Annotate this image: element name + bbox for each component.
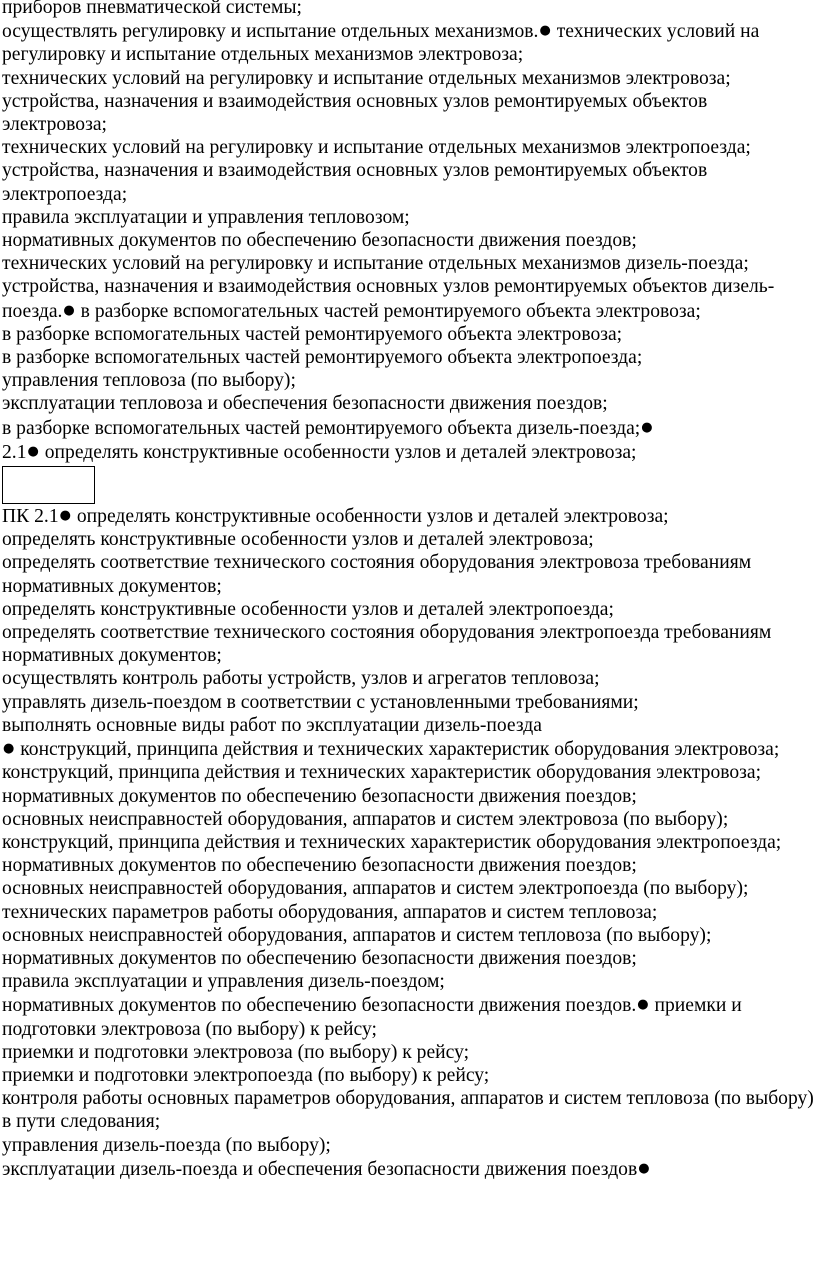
paragraph-text: нормативных документов по обеспечению безопасности движения поездов; [2,785,637,807]
paragraph-text: устройства, назначения и взаимодействия основных узлов ремонтируемых объектов электровоза; [2,90,708,136]
paragraph [2,993,816,1040]
paragraph-text: приемки и подготовки электровоза (по выбору) к рейсу; [2,1041,470,1063]
paragraph [2,761,816,784]
paragraph-text: 2.1 [2,441,27,463]
paragraph-text: контроля работы основных параметров оборудования, аппаратов и систем тепловоза (по выбору) в пути следования; [2,1088,814,1133]
paragraph-text-continued: определять конструктивные особенности узлов и деталей электровоза; [39,441,637,463]
paragraph [2,901,816,924]
paragraph-text: управлять дизель-поездом в соответствии с установленными требованиями; [2,691,639,713]
paragraph-text: определять соответствие технического состояния оборудования электровоза требованиям нормативных документов; [2,552,752,597]
paragraph-text: технических условий на регулировку и испытание отдельных механизмов электровоза; [2,67,731,89]
paragraph [2,252,816,275]
paragraph [2,528,816,551]
bullet-icon: ● [638,1160,650,1176]
paragraph-text-continued: в разборке вспомогательных частей ремонтируемого объекта электровоза; [75,300,701,322]
paragraph [2,229,816,252]
paragraph-text: приемки и подготовки электропоезда (по выбору) к рейсу; [2,1064,490,1086]
paragraph-text: определять соответствие технического состояния оборудования электропоезда требованиям нормативных документов; [2,622,772,667]
paragraph [2,1064,816,1087]
paragraph [2,737,816,761]
paragraph [2,275,816,322]
paragraph-text: определять конструктивные особенности узлов и деталей электровоза; [2,529,594,551]
paragraph [2,1157,816,1181]
paragraph [2,551,816,597]
paragraph-text: эксплуатации тепловоза и обеспечения безопасности движения поездов; [2,393,608,415]
paragraph-text: определять конструктивные особенности узлов и деталей электропоезда; [2,598,614,620]
paragraph [2,831,816,854]
bullet-icon: ● [63,302,75,318]
bullet-icon: ● [637,997,649,1013]
paragraph-text: приборов пневматической системы; [2,0,302,18]
paragraph-text-continued: технических условий на регулировку и испытание отдельных механизмов электровоза; [2,21,760,66]
paragraph [2,1041,816,1064]
paragraph-text: устройства, назначения и взаимодействия основных узлов ремонтируемых объектов дизель-поезда. [2,276,775,322]
paragraph [2,947,816,970]
paragraph-text: устройства, назначения и взаимодействия основных узлов ремонтируемых объектов электропоезда; [2,160,708,205]
paragraph-text: управления тепловоза (по выбору); [2,370,296,392]
paragraph [2,598,816,621]
paragraph-text: осуществлять контроль работы устройств, узлов и агрегатов тепловоза; [2,668,600,690]
paragraph-text: основных неисправностей оборудования, аппаратов и систем тепловоза (по выбору); [2,924,712,946]
paragraph-text: конструкций, принципа действия и технических характеристик оборудования электровоза; [2,762,762,784]
paragraph [2,67,816,90]
paragraph-text: технических условий на регулировку и испытание отдельных механизмов электропоезда; [2,137,751,159]
paragraph [2,1134,816,1157]
paragraph-text: в разборке вспомогательных частей ремонтируемого объекта электропоезда; [2,347,643,369]
bullet-icon: ● [3,741,15,757]
paragraph-text: основных неисправностей оборудования, аппаратов и систем электровоза (по выбору); [2,808,729,830]
paragraph [2,0,816,19]
paragraph [2,416,816,440]
bullet-icon: ● [59,508,71,524]
paragraph [2,136,816,159]
paragraph [2,924,816,947]
paragraph [2,785,816,808]
paragraph [2,877,816,900]
paragraph-text: нормативных документов по обеспечению безопасности движения поездов. [2,995,637,1017]
empty-box [2,466,95,504]
paragraph-text-continued: приемки и подготовки электровоза (по выбору) к рейсу; [2,995,742,1040]
paragraph-text: технических условий на регулировку и испытание отдельных механизмов дизель-поезда; [2,253,749,275]
paragraph-text: ПК 2.1 [2,506,59,528]
paragraph [2,667,816,690]
paragraph-text: нормативных документов по обеспечению безопасности движения поездов; [2,855,637,877]
paragraph-text: выполнять основные виды работ по эксплуатации дизель-поезда [2,714,542,736]
paragraph [2,323,816,346]
paragraph-text: управления дизель-поезда (по выбору); [2,1134,331,1156]
paragraph-text: нормативных документов по обеспечению безопасности движения поездов; [2,947,637,969]
paragraph [2,714,816,737]
paragraph [2,440,816,464]
paragraph [2,206,816,229]
paragraph-text: конструкций, принципа действия и технических характеристик оборудования электропоезда; [2,831,782,853]
paragraph [2,90,816,136]
paragraph [2,504,816,528]
paragraph [2,159,816,205]
paragraph [2,392,816,415]
paragraph [2,369,816,392]
bullet-icon: ● [539,23,551,39]
paragraph [2,621,816,667]
paragraph-text: эксплуатации дизель-поезда и обеспечения безопасности движения поездов [2,1158,638,1180]
paragraph-text: технических параметров работы оборудования, аппаратов и систем тепловоза; [2,901,658,923]
paragraph-text: осуществлять регулировку и испытание отдельных механизмов. [2,21,539,43]
paragraph-text: в разборке вспомогательных частей ремонтируемого объекта электровоза; [2,323,623,345]
bullet-icon: ● [27,443,39,459]
paragraph [2,854,816,877]
paragraph [2,691,816,714]
paragraph-text-continued: конструкций, принципа действия и технических характеристик оборудования электровоза; [15,739,780,761]
paragraph [2,1087,816,1133]
bullet-icon: ● [641,419,653,435]
paragraph [2,19,816,66]
paragraph-text: в разборке вспомогательных частей ремонтируемого объекта дизель-поезда; [2,417,641,439]
paragraph [2,808,816,831]
paragraph-text: основных неисправностей оборудования, аппаратов и систем электропоезда (по выбору); [2,878,749,900]
paragraph [2,970,816,993]
paragraph-text: правила эксплуатации и управления дизель-поездом; [2,971,445,993]
paragraph-text: правила эксплуатации и управления тепловозом; [2,206,410,228]
paragraph [2,346,816,369]
paragraph-text: нормативных документов по обеспечению безопасности движения поездов; [2,230,637,252]
paragraph-text-continued: определять конструктивные особенности узлов и деталей электровоза; [71,506,669,528]
